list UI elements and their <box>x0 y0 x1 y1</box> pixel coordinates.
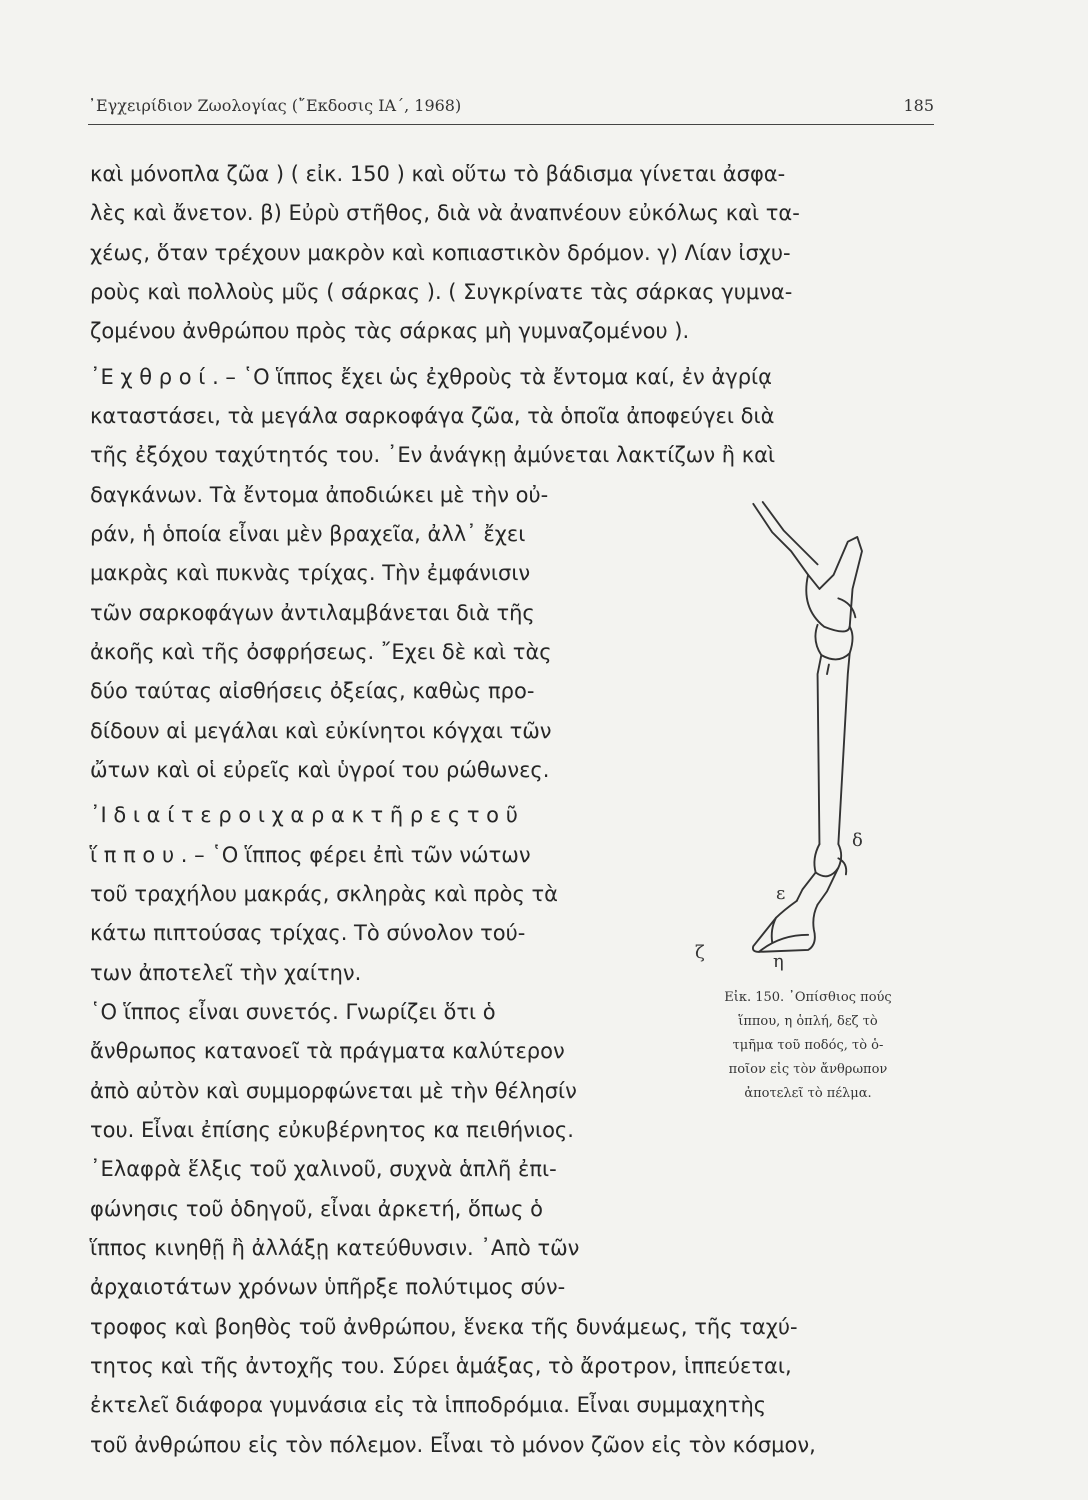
figure-label-delta: δ <box>852 830 863 852</box>
text-line: του. Εἶναι ἐπίσης εὐκυβέρνητος κα πειθήνιος. <box>90 1117 574 1142</box>
text-line: χέως, ὅταν τρέχουν μακρὸν καὶ κοπιαστικὸν δρόμον. γ) Λίαν ἰσχυ- <box>90 240 791 265</box>
figure-label-zeta: ζ <box>695 942 705 964</box>
section-heading: ᾿Ι δ ι α ί τ ε ρ ο ι χ α ρ α κ τ ῆ ρ ε ς τ ο ῦ <box>90 803 518 828</box>
upper-leg-bone-inner <box>763 502 818 564</box>
upper-leg-bone <box>753 503 862 626</box>
text-line: τῆς ἐξόχου ταχύτητός του. ᾿Εν ἀνάγκῃ ἀμύνεται λακτίζων ἢ καὶ <box>90 443 776 468</box>
caption-line: ποῖον εἰς τὸν ἄνθρωπον <box>728 1062 888 1078</box>
cannon-bone <box>818 655 822 844</box>
text-line: κάτω πιπτούσας τρίχας. Τὸ σύνολον τού- <box>90 921 526 946</box>
text-line: δαγκάνων. Τὰ ἔντομα ἀποδιώκει μὲ τὴν οὐ- <box>90 482 549 507</box>
text-line: μακρὰς καὶ πυκνὰς τρίχας. Τὴν ἐμφάνισιν <box>90 561 531 586</box>
text-line: δίδουν αἱ μεγάλαι καὶ εὐκίνητοι κόγχαι τῶν <box>90 718 552 743</box>
text-line: ὤτων καὶ οἱ εὐρεῖς καὶ ὑγροί του ρώθωνες. <box>90 757 550 782</box>
caption-line: Εἰκ. 150. ᾿Οπίσθιος πούς <box>724 990 892 1006</box>
text-line: ᾿Ε χ θ ρ ο ί . – ῾Ο ἵππος ἔχει ὡς ἐχθροὺς τὰ ἔντομα καί, ἐν ἀγρίᾳ <box>90 364 773 389</box>
text-line: ῾Ο ἵππος εἶναι συνετός. Γνωρίζει ὅτι ὁ <box>90 999 496 1024</box>
page-header <box>88 92 934 125</box>
text-line: ροὺς καὶ πολλοὺς μῦς ( σάρκας ). ( Συγκρίνατε τὰς σάρκας γυμνα- <box>90 280 793 304</box>
text-line: ράν, ἡ ὁποία εἶναι μὲν βραχεῖα, ἀλλ᾿ ἔχει <box>90 521 526 546</box>
text-line: τητος καὶ τῆς ἀντοχῆς του. Σύρει ἁμάξας, τὸ ἄροτρον, ἱππεύεται, <box>90 1353 792 1378</box>
text-line: ἀρχαιοτάτων χρόνων ὑπῆρξε πολύτιμος σύν- <box>90 1275 566 1300</box>
hoof <box>753 900 818 951</box>
text-line: ἀκοῆς καὶ τῆς ὀσφρήσεως. ῎Εχει δὲ καὶ τὰς <box>90 639 552 664</box>
text-line: ᾿Ελαφρὰ ἕλξις τοῦ χαλινοῦ, συχνὰ ἁπλῆ ἐπι- <box>90 1157 557 1182</box>
caption-line: ἀποτελεῖ τὸ πέλμα. <box>744 1086 872 1102</box>
text-line: των ἀποτελεῖ τὴν χαίτην. <box>90 960 362 985</box>
text-line: λὲς καὶ ἄνετον. β) Εὐρὺ στῆθος, διὰ νὰ ἀναπνέουν εὐκόλως καὶ τα- <box>90 201 800 226</box>
text-line: τῶν σαρκοφάγων ἀντιλαμβάνεται διὰ τῆς <box>90 600 535 625</box>
text-line: καταστάσει, τὰ μεγάλα σαρκοφάγα ζῶα, τὰ ὁποῖα ἀποφεύγει διὰ <box>90 403 775 428</box>
text-line: ἵππος κινηθῇ ἢ ἀλλάξῃ κατεύθυνσιν. ᾿Απὸ τῶν <box>90 1235 580 1260</box>
pastern-bones <box>797 872 816 900</box>
hock-joint <box>806 574 849 631</box>
text-line: φώνησις τοῦ ὁδηγοῦ, εἶναι ἀρκετή, ὅπως ὁ <box>90 1196 543 1221</box>
text-line: τοῦ τραχήλου μακράς, σκληρὰς καὶ πρὸς τὰ <box>90 881 559 906</box>
caption-line: ἵππου, η ὁπλή, δεζ τὸ <box>738 1014 878 1030</box>
text-line: ἀπὸ αὐτὸν καὶ συμμορφώνεται μὲ τὴν θέλησίν <box>90 1078 577 1103</box>
text-line: ἐκτελεῖ διάφορα γυμνάσια εἰς τὰ ἱπποδρόμια. Εἶναι συμμαχητὴς <box>90 1393 767 1418</box>
running-title: ᾿Εγχειρίδιον Ζωολογίας (῎Εκδοσις ΙΑ΄, 1968) <box>88 96 462 115</box>
text-line: δύο ταύτας αἰσθήσεις ὀξείας, καθὼς προ- <box>90 679 535 704</box>
horse-hind-leg-figure <box>690 485 930 976</box>
text-line: ἵ π π ο υ . – ῾Ο ἵππος φέρει ἐπὶ τῶν νώτων <box>90 842 531 867</box>
text-line: ζομένου ἀνθρώπου πρὸς τὰς σάρκας μὴ γυμναζομένου ). <box>90 319 690 344</box>
text-line: τροφος καὶ βοηθὸς τοῦ ἀνθρώπου, ἕνεκα τῆς δυνάμεως, τῆς ταχύ- <box>90 1314 798 1339</box>
caption-line: τμῆμα τοῦ ποδός, τὸ ὁ- <box>732 1038 884 1054</box>
figure-label-eta: η <box>773 951 784 973</box>
figure-label-epsilon: ε <box>776 883 786 905</box>
text-line: καὶ μόνοπλα ζῶα ) ( εἰκ. 150 ) καὶ οὕτω τὸ βάδισμα γίνεται ἀσφα- <box>90 162 786 186</box>
text-line: τοῦ ἀνθρώπου εἰς τὸν πόλεμον. Εἶναι τὸ μόνον ζῶον εἰς τὸν κόσμον, <box>90 1432 816 1457</box>
text-line: ἄνθρωπος κατανοεῖ τὰ πράγματα καλύτερον <box>90 1039 565 1064</box>
page-number: 185 <box>903 96 934 115</box>
